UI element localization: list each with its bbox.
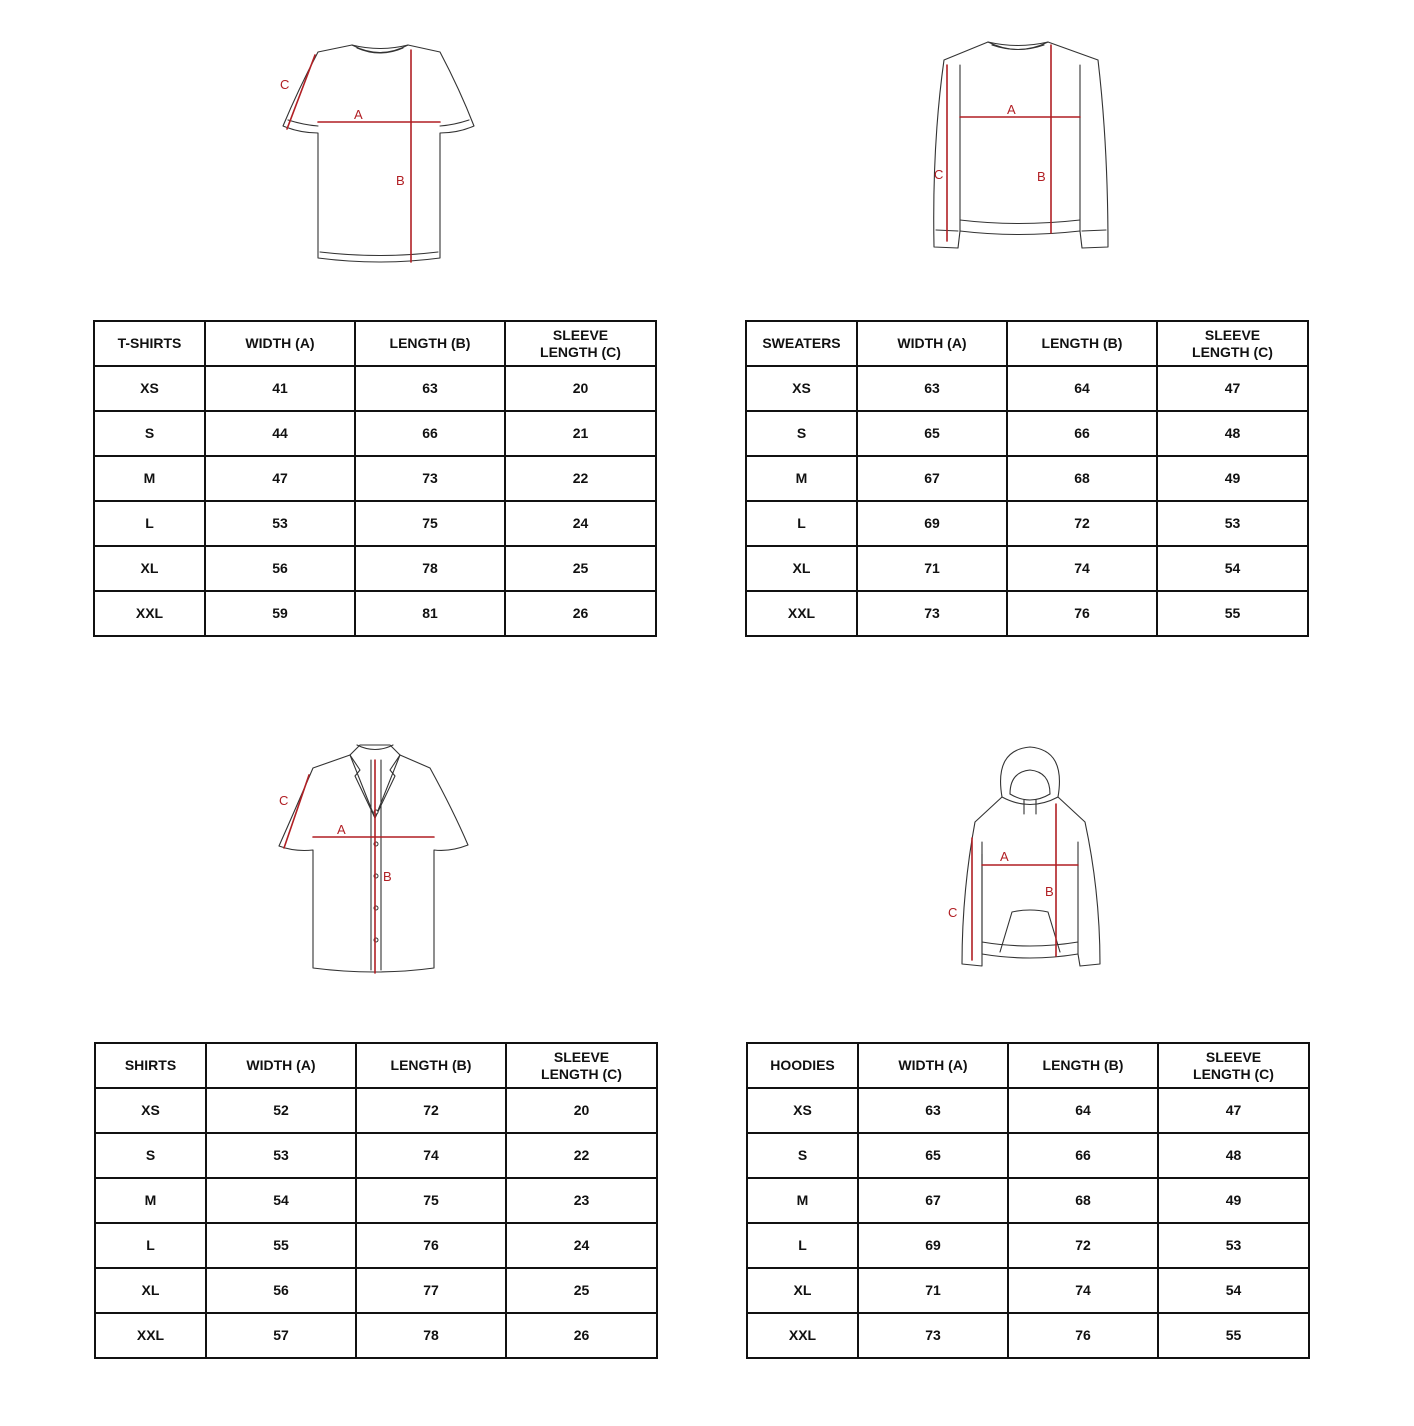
table-row (747, 1133, 1309, 1178)
size-cell: L (95, 1223, 206, 1268)
size-cell: M (94, 456, 205, 501)
size-cell: L (746, 501, 857, 546)
sleeve-cell: 54 (1158, 1268, 1309, 1313)
hoodie-diagram-icon (940, 742, 1120, 982)
size-cell: L (747, 1223, 858, 1268)
length-cell: 73 (355, 456, 505, 501)
label-b: B (383, 869, 392, 884)
length-cell: 75 (355, 501, 505, 546)
sleeve-cell: 55 (1157, 591, 1308, 636)
sleeve-cell: 48 (1158, 1133, 1309, 1178)
width-cell: 73 (858, 1313, 1008, 1358)
sleeve-cell: 24 (506, 1223, 657, 1268)
width-cell: 65 (858, 1133, 1008, 1178)
table-row (94, 591, 656, 636)
size-cell: XXL (95, 1313, 206, 1358)
size-cell: M (747, 1178, 858, 1223)
width-header: WIDTH (A) (858, 1043, 1008, 1088)
size-cell: XL (94, 546, 205, 591)
length-cell: 72 (356, 1088, 506, 1133)
length-cell: 81 (355, 591, 505, 636)
size-cell: XXL (747, 1313, 858, 1358)
width-cell: 55 (206, 1223, 356, 1268)
length-cell: 76 (1007, 591, 1157, 636)
sleeve-cell: 22 (506, 1133, 657, 1178)
table-row (95, 1268, 657, 1313)
table-row (94, 501, 656, 546)
table-row (746, 501, 1308, 546)
width-cell: 67 (858, 1178, 1008, 1223)
sleeve-header: SLEEVE LENGTH (C) (505, 321, 656, 366)
label-b: B (396, 173, 405, 188)
width-cell: 67 (857, 456, 1007, 501)
width-header: WIDTH (A) (857, 321, 1007, 366)
table-row (95, 1088, 657, 1133)
length-cell: 76 (1008, 1313, 1158, 1358)
table-row (747, 1088, 1309, 1133)
width-header: WIDTH (A) (206, 1043, 356, 1088)
table-row (746, 411, 1308, 456)
size-cell: XS (746, 366, 857, 411)
sleeve-cell: 24 (505, 501, 656, 546)
width-cell: 71 (858, 1268, 1008, 1313)
size-cell: XL (747, 1268, 858, 1313)
size-cell: XXL (94, 591, 205, 636)
length-header: LENGTH (B) (1008, 1043, 1158, 1088)
table-row (94, 366, 656, 411)
length-cell: 64 (1008, 1088, 1158, 1133)
tshirt-diagram-icon (270, 40, 490, 270)
size-cell: S (747, 1133, 858, 1178)
size-cell: XS (94, 366, 205, 411)
label-b: B (1045, 884, 1054, 899)
sleeve-cell: 55 (1158, 1313, 1309, 1358)
sleeve-cell: 47 (1158, 1088, 1309, 1133)
length-cell: 77 (356, 1268, 506, 1313)
sweaters-size-table (745, 320, 1309, 637)
width-cell: 63 (857, 366, 1007, 411)
table-header-row (95, 1043, 657, 1088)
width-header: WIDTH (A) (205, 321, 355, 366)
width-cell: 47 (205, 456, 355, 501)
table-row (747, 1313, 1309, 1358)
table-row (747, 1268, 1309, 1313)
table-header-row (747, 1043, 1309, 1088)
width-cell: 71 (857, 546, 1007, 591)
length-cell: 66 (355, 411, 505, 456)
size-cell: L (94, 501, 205, 546)
table-row (746, 366, 1308, 411)
sleeve-cell: 47 (1157, 366, 1308, 411)
size-cell: S (746, 411, 857, 456)
width-cell: 65 (857, 411, 1007, 456)
width-cell: 53 (205, 501, 355, 546)
length-cell: 78 (355, 546, 505, 591)
length-cell: 72 (1007, 501, 1157, 546)
length-cell: 64 (1007, 366, 1157, 411)
label-a: A (337, 822, 346, 837)
sleeve-cell: 25 (505, 546, 656, 591)
size-cell: M (746, 456, 857, 501)
category-header: SHIRTS (95, 1043, 206, 1088)
sleeve-cell: 49 (1158, 1178, 1309, 1223)
length-cell: 66 (1007, 411, 1157, 456)
length-header: LENGTH (B) (1007, 321, 1157, 366)
width-cell: 57 (206, 1313, 356, 1358)
length-cell: 75 (356, 1178, 506, 1223)
hoodies-size-table (746, 1042, 1310, 1359)
sleeve-header: SLEEVE LENGTH (C) (1157, 321, 1308, 366)
width-cell: 56 (206, 1268, 356, 1313)
table-row (95, 1178, 657, 1223)
tshirts-size-table (93, 320, 657, 637)
size-cell: XXL (746, 591, 857, 636)
shirt-diagram-icon (265, 740, 485, 985)
table-row (746, 591, 1308, 636)
table-row (94, 456, 656, 501)
sleeve-cell: 20 (506, 1088, 657, 1133)
table-row (95, 1223, 657, 1268)
size-cell: XL (95, 1268, 206, 1313)
width-cell: 69 (857, 501, 1007, 546)
length-cell: 76 (356, 1223, 506, 1268)
label-b: B (1037, 169, 1046, 184)
length-cell: 68 (1008, 1178, 1158, 1223)
sleeve-cell: 20 (505, 366, 656, 411)
length-cell: 72 (1008, 1223, 1158, 1268)
label-c: C (934, 167, 944, 182)
sleeve-cell: 53 (1157, 501, 1308, 546)
table-header-row (746, 321, 1308, 366)
sleeve-cell: 26 (506, 1313, 657, 1358)
sleeve-cell: 49 (1157, 456, 1308, 501)
length-cell: 74 (1008, 1268, 1158, 1313)
width-cell: 59 (205, 591, 355, 636)
length-cell: 68 (1007, 456, 1157, 501)
table-row (746, 456, 1308, 501)
table-row (747, 1178, 1309, 1223)
width-cell: 69 (858, 1223, 1008, 1268)
category-header: HOODIES (747, 1043, 858, 1088)
width-cell: 44 (205, 411, 355, 456)
size-cell: XS (747, 1088, 858, 1133)
label-a: A (354, 107, 363, 122)
length-cell: 78 (356, 1313, 506, 1358)
size-cell: S (95, 1133, 206, 1178)
width-cell: 56 (205, 546, 355, 591)
sleeve-header: SLEEVE LENGTH (C) (1158, 1043, 1309, 1088)
label-a: A (1000, 849, 1009, 864)
sleeve-cell: 21 (505, 411, 656, 456)
shirts-size-table (94, 1042, 658, 1359)
category-header: T-SHIRTS (94, 321, 205, 366)
length-cell: 63 (355, 366, 505, 411)
length-cell: 74 (356, 1133, 506, 1178)
width-cell: 63 (858, 1088, 1008, 1133)
table-row (746, 546, 1308, 591)
sleeve-cell: 54 (1157, 546, 1308, 591)
table-header-row (94, 321, 656, 366)
table-row (94, 546, 656, 591)
sleeve-cell: 22 (505, 456, 656, 501)
sleeve-header: SLEEVE LENGTH (C) (506, 1043, 657, 1088)
sleeve-cell: 53 (1158, 1223, 1309, 1268)
width-cell: 41 (205, 366, 355, 411)
sleeve-cell: 23 (506, 1178, 657, 1223)
sleeve-cell: 25 (506, 1268, 657, 1313)
size-cell: XS (95, 1088, 206, 1133)
width-cell: 52 (206, 1088, 356, 1133)
label-c: C (279, 793, 289, 808)
sleeve-cell: 26 (505, 591, 656, 636)
label-a: A (1007, 102, 1016, 117)
width-cell: 53 (206, 1133, 356, 1178)
length-cell: 74 (1007, 546, 1157, 591)
table-row (95, 1313, 657, 1358)
label-c: C (280, 77, 290, 92)
size-cell: S (94, 411, 205, 456)
sleeve-cell: 48 (1157, 411, 1308, 456)
width-cell: 73 (857, 591, 1007, 636)
width-cell: 54 (206, 1178, 356, 1223)
table-row (95, 1133, 657, 1178)
table-row (747, 1223, 1309, 1268)
sweater-diagram-icon (920, 35, 1120, 260)
label-c: C (948, 905, 958, 920)
table-row (94, 411, 656, 456)
size-cell: XL (746, 546, 857, 591)
length-cell: 66 (1008, 1133, 1158, 1178)
length-header: LENGTH (B) (356, 1043, 506, 1088)
length-header: LENGTH (B) (355, 321, 505, 366)
category-header: SWEATERS (746, 321, 857, 366)
size-cell: M (95, 1178, 206, 1223)
